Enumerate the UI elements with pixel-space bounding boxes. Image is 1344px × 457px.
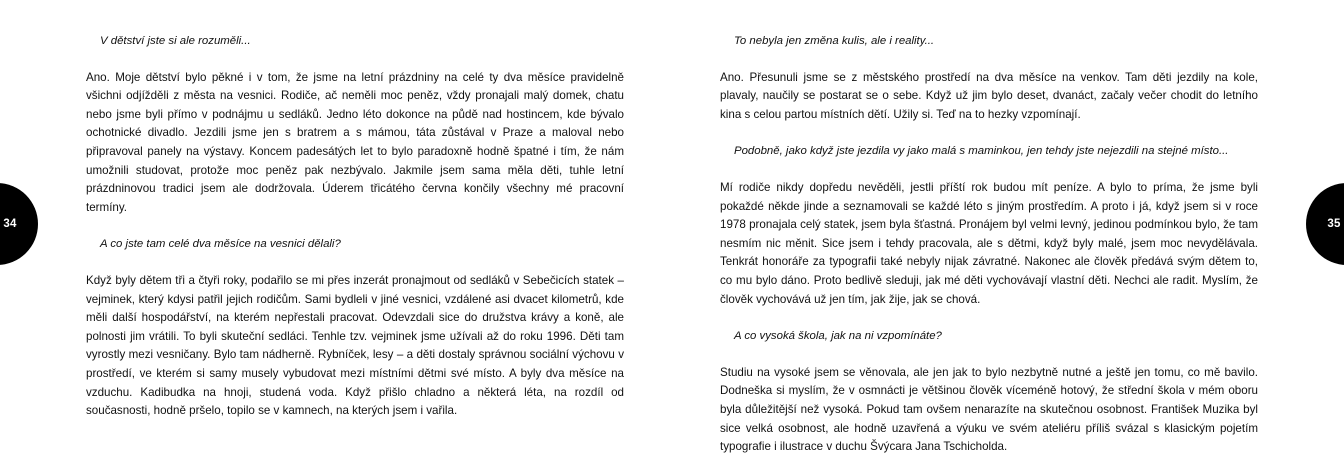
page-number-left [0, 183, 38, 265]
page-number-right-label: 35 [1327, 218, 1341, 230]
interview-question: To nebyla jen změna kulis, ale i reality... [734, 35, 935, 47]
page-number-left-label: 34 [3, 218, 17, 230]
interview-question: A co vysoká škola, jak na ni vzpomínáte? [734, 330, 942, 343]
interview-answer: Ano. Moje dětství bylo pěkné i v tom, že jsme na letní prázdniny na celé ty dva měsíce pravidelně všichni odjížděli z města na vesnici. Rodiče, ač neměli moc peněz, vždy pronajali malý domek, chatu nebo jsme byli přímo v podnájmu u sedláků. Jedno léto dokonce na půdě nad hostincem, kde bývalo ochotnické divadlo. Jezdili jsme jen s bratrem a s mámou, táta zůstával v Praze a maloval nebo připravoval panely na výstavy. Koncem padesátých let to bylo paradoxně hodně špatné i tím, že nám umožnili studovat, protože moc peněz pak nezbývalo. Jakmile jsem sama měla děti, tuhle letní prázdninovou tradici jsem ale dodržovala. Úderem třicátého června končily všechny mé pracovní termíny. [86, 70, 624, 214]
left-page-column [86, 0, 624, 421]
left-page [86, 0, 624, 448]
interview-answer: Ano. Přesunuli jsme se z městského prostředí na dva měsíce na venkov. Tam děti jezdily na kole, plavaly, naučily se postarat se o sebe. Když už jim bylo deset, dvanáct, začaly večer chodit do letního kina s celou partou místních dětí. Užily si. Teď na to hezky vzpomínají. [720, 70, 1258, 121]
right-page-column [720, 0, 1258, 457]
right-page [720, 0, 1258, 454]
interview-answer: Když byly dětem tři a čtyři roky, podařilo se mi přes inzerát pronajmout od sedláků v Sebečicích statek – vejminek, který kdysi patřil jejich rodičům. Sami bydleli v jiné vesnici, vzdálené asi dvacet kilometrů, kde měli další hospodářství, na kterém nepřestali pracovat. Odevzdali sice do družstva krávy a koně, ale polnosti jim vrátili. To byli skuteční sedláci. Tenhle tzv. vejminek jsme užívali až do roku 1996. Děti tam vyrostly mezi vesničany. Bylo tam nádherně. Rybníček, lesy – a děti dostaly správnou sociální výchovu v prostředí, ve kterém si samy musely vybudovat mezi místními dětmi své místo. A byly dva měsíce na vzduchu. Kadibudka na hnoji, studená voda. Když přišlo chladno a některá léta, na rozdíl od současnosti, hodně pršelo, topilo se v kamnech, na kterých jsem i vařila. [86, 273, 624, 418]
page-number-right [1306, 183, 1344, 265]
interview-question: Podobně, jako když jste jezdila vy jako malá s maminkou, jen tehdy jste nejezdili na stejné místo... [734, 145, 1229, 158]
interview-question: A co jste tam celé dva měsíce na vesnici dělali? [100, 238, 341, 251]
interview-question: V dětství jste si ale rozuměli... [100, 35, 251, 47]
interview-answer: Studiu na vysoké jsem se věnovala, ale jen jak to bylo nezbytně nutné a ještě jen tomu, co mě bavilo. Dodneška si myslím, že v osmnácti je většinou člověk víceméně hotový, že střední škola v mém oboru byla důležitější než vysoká. Pokud tam ovšem nenarazíte na skutečnou osobnost. František Muzika byl sice velká osobnost, ale hodně uzavřená a výuku ve svém ateliéru příliš svázal s klasickým pojetím typografie i ilustrace v duchu Švýcara Jana Tschicholda. [720, 365, 1258, 454]
interview-answer: Mí rodiče nikdy dopředu nevěděli, jestli příští rok budou mít peníze. A bylo to príma, že jsme byli pokaždé někde jinde a seznamovali se každé léto s jiným prostředím. A proto i já, když jsem si v roce 1978 pronajala celý statek, jsem byla šťastná. Pronájem byl velmi levný, jedinou podmínkou bylo, že tam nesmím nic měnit. Sice jsem i tehdy pracovala, ale s dětmi, když byly malé, jsem moc nevydělávala. Tenkrát honoráře za typografii také nebyly nijak závratné. Nakonec ale člověk předává svým dětem to, co mu bylo dáno. Proto bedlivě sleduji, jak mé děti vychovávají vlastní děti. Nechci ale radit. Myslím, že člověk vychovává už jen tím, jak žije, jak se chová. [720, 180, 1258, 306]
